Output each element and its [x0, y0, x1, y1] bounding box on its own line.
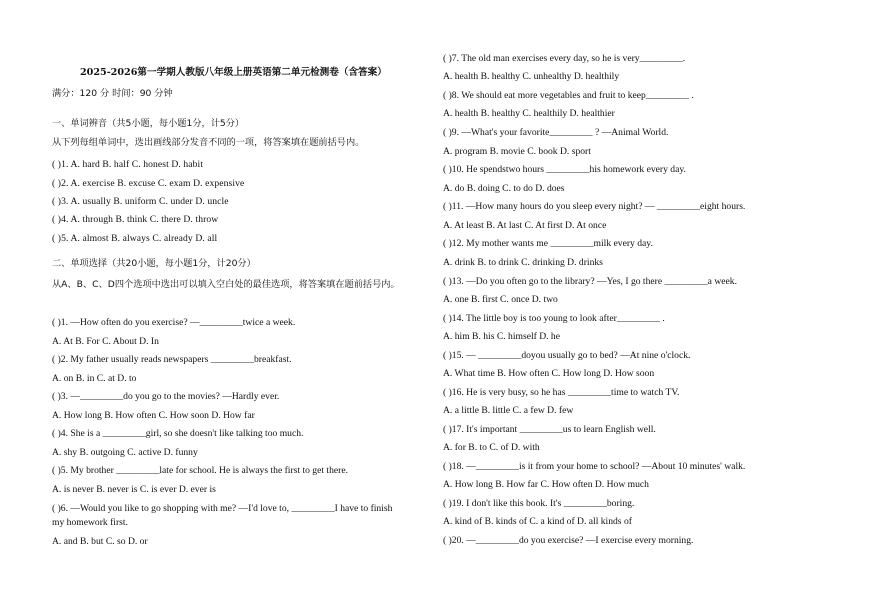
choice-question: ( )16. He is very busy, so he has _________time to watch TV.	[443, 387, 680, 398]
choice-options: A. is never B. never is C. is ever D. ever is	[52, 484, 216, 495]
choice-options: A. for B. to C. of D. with	[443, 442, 540, 453]
section1-instruction: 从下列每组单词中，选出画线部分发音不同的一项，将答案填在题前括号内。	[52, 137, 365, 148]
choice-options: A. do B. doing C. to do D. does	[443, 183, 565, 194]
choice-question: ( )6. —Would you like to go shopping with me? —I'd love to, _________I have to finish	[52, 503, 393, 514]
choice-question: ( )20. —_________do you exercise? —I exercise every morning.	[443, 535, 694, 546]
choice-question: ( )12. My mother wants me _________milk every day.	[443, 238, 653, 249]
choice-question: ( )8. We should eat more vegetables and fruit to keep_________ .	[443, 90, 694, 101]
section2-heading: 二、单项选择（共20小题，每小题1分，计20分）	[52, 258, 256, 269]
choice-options: A. program B. movie C. book D. sport	[443, 146, 591, 157]
phonetics-question: ( )2. A. exercise B. excuse C. exam D. expensive	[52, 178, 245, 189]
choice-options: A. How long B. How often C. How soon D. How far	[52, 410, 255, 421]
phonetics-question: ( )3. A. usually B. uniform C. under D. uncle	[52, 196, 229, 207]
choice-question: ( )5. My brother _________late for school. He is always the first to get there.	[52, 465, 349, 476]
choice-question: ( )9. —What's your favorite_________ ? —Animal World.	[443, 127, 669, 138]
choice-question: ( )7. The old man exercises every day, so he is very_________.	[443, 53, 686, 64]
choice-options: A. a little B. little C. a few D. few	[443, 405, 574, 416]
choice-question: ( )19. I don't like this book. It's _________boring.	[443, 498, 635, 509]
choice-options: A. drink B. to drink C. drinking D. drinks	[443, 257, 603, 268]
choice-question: ( )2. My father usually reads newspapers _________breakfast.	[52, 354, 292, 365]
exam-title: 2025-2026第一学期人教版八年级上册英语第二单元检测卷（含答案）	[80, 67, 387, 78]
choice-options: A. At least B. At last C. At first D. At once	[443, 220, 607, 231]
choice-options: A. one B. first C. once D. two	[443, 294, 558, 305]
choice-question: ( )13. —Do you often go to the library? —Yes, I go there _________a week.	[443, 276, 737, 287]
choice-question: ( )1. —How often do you exercise? —_________twice a week.	[52, 317, 296, 328]
choice-question: ( )17. It's important _________us to learn English well.	[443, 424, 656, 435]
score-time-info: 满分：120 分 时间：90 分钟	[52, 88, 173, 99]
choice-options: A. shy B. outgoing C. active D. funny	[52, 447, 198, 458]
choice-options: A. kind of B. kinds of C. a kind of D. all kinds of	[443, 516, 632, 527]
choice-options: A. him B. his C. himself D. he	[443, 331, 560, 342]
section2-instruction: 从A、B、C、D四个选项中选出可以填入空白处的最佳选项，将答案填在题前括号内。	[52, 279, 400, 290]
choice-question: ( )3. —_________do you go to the movies? —Hardly ever.	[52, 391, 280, 402]
choice-options: A. How long B. How far C. How often D. How much	[443, 479, 649, 490]
choice-question: ( )10. He spendstwo hours _________his homework every day.	[443, 164, 686, 175]
choice-question: ( )11. —How many hours do you sleep every night? — _________eight hours.	[443, 201, 746, 212]
choice-question: ( )14. The little boy is too young to look after_________ .	[443, 313, 665, 324]
phonetics-question: ( )1. A. hard B. half C. honest D. habit	[52, 159, 204, 170]
section1-heading: 一、单词辨音（共5小题，每小题1分，计5分）	[52, 118, 245, 129]
choice-question: ( )15. — _________doyou usually go to bed? —At nine o'clock.	[443, 350, 691, 361]
choice-question: ( )18. —_________is it from your home to school? —About 10 minutes' walk.	[443, 461, 746, 472]
choice-options: A. on B. in C. at D. to	[52, 373, 137, 384]
choice-options: A. At B. For C. About D. In	[52, 336, 159, 347]
choice-options: A. and B. but C. so D. or	[52, 536, 148, 547]
choice-question-continued: my homework first.	[52, 517, 128, 528]
phonetics-question: ( )4. A. through B. think C. there D. throw	[52, 214, 219, 225]
choice-options: A. health B. healthy C. healthily D. healthier	[443, 108, 615, 119]
choice-options: A. What time B. How often C. How long D. How soon	[443, 368, 655, 379]
phonetics-question: ( )5. A. almost B. always C. already D. all	[52, 233, 218, 244]
choice-question: ( )4. She is a _________girl, so she doesn't like talking too much.	[52, 428, 304, 439]
choice-options: A. health B. healthy C. unhealthy D. healthily	[443, 71, 620, 82]
